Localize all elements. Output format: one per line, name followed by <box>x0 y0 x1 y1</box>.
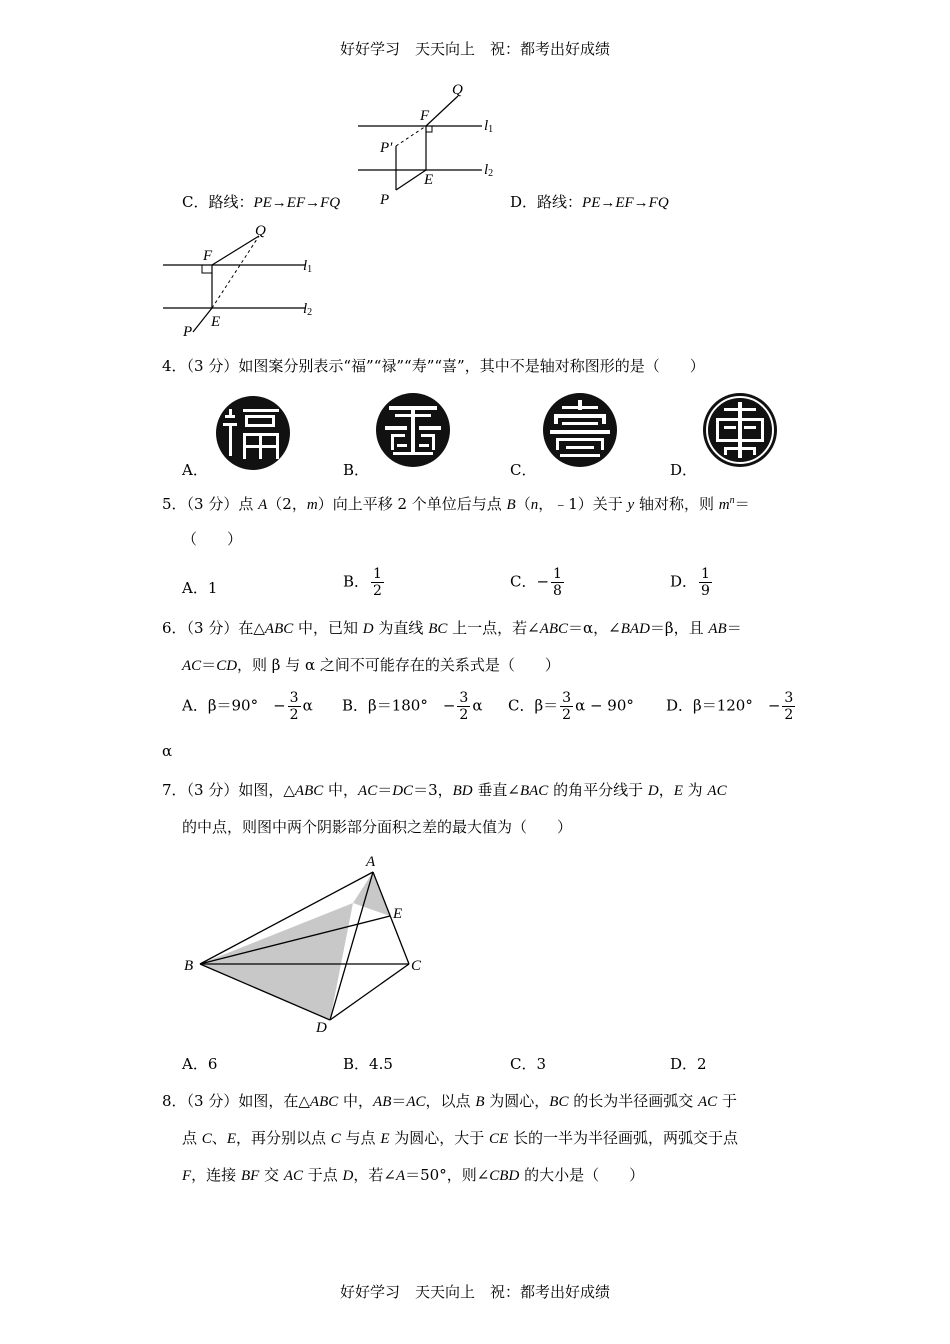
q8-stem-line2: 点 C、E，再分别以点 C 与点 E 为圆心，大于 CE 长的一半为半径画弧，两弧交于点 <box>182 1129 738 1147</box>
label-q: Q <box>452 82 463 98</box>
figure-route-c <box>350 78 510 210</box>
q4-option-d: D． <box>670 461 698 479</box>
lu-emblem-icon <box>375 392 451 468</box>
q6-option-a: A．β＝90° − $\frac{3}{2}$ α <box>182 690 313 723</box>
q6-option-d-wrap: α <box>162 742 173 760</box>
page-footer: 好好学习 天天向上 祝：都考出好成绩 <box>339 1283 610 1301</box>
figure-triangle-abc <box>180 850 430 1040</box>
q6-stem-line1: 6．（3 分）在△ABC 中，已知 D 为直线 BC 上一点，若∠ABC＝α，∠BAD＝β，且 AB＝ <box>162 619 742 637</box>
xi-emblem-icon <box>702 392 778 468</box>
q5-option-b: B． $\frac{1}{2}$ <box>343 566 382 599</box>
q8-stem-line1: 8．（3 分）如图，在△ABC 中，AB＝AC，以点 B 为圆心，BC 的长为半径画弧交 AC 于 <box>162 1092 737 1110</box>
figure-route-d <box>155 220 335 345</box>
fu-emblem-icon <box>215 395 291 471</box>
q5-stem: 5．（3 分）点 A（2，m）向上平移 2 个单位后与点 B（n，﹣1）关于 y 轴对称，则 $m^n=$ <box>162 495 750 513</box>
label-a: A <box>366 854 376 870</box>
q8-stem-line3: F，连接 BF 交 AC 于点 D，若∠A＝50°，则∠CBD 的大小是（ ） <box>182 1166 645 1184</box>
label-e: E <box>393 906 403 922</box>
q6-option-b: B．β＝180° − $\frac{3}{2}$ α <box>342 690 483 723</box>
q7-option-c: C．3 <box>510 1055 547 1073</box>
label-l1: l1 <box>484 118 494 135</box>
q7-stem-line1: 7．（3 分）如图，△ABC 中，AC＝DC＝3，BD 垂直∠BAC 的角平分线于 D，E 为 AC <box>162 781 727 799</box>
q7-stem-line2: 的中点，则图中两个阴影部分面积之差的最大值为（ ） <box>182 818 573 836</box>
q4-option-b: B． <box>343 461 370 479</box>
shou-emblem-icon <box>542 392 618 468</box>
label-l2: l2 <box>303 301 313 318</box>
q4-option-a: A． <box>182 461 208 479</box>
label-e: E <box>211 314 221 330</box>
q7-option-d: D．2 <box>670 1055 707 1073</box>
q5-stem-line2: （ ） <box>182 530 243 548</box>
q3-option-d: D．路线：PE→EF→FQ <box>510 193 669 211</box>
label-q: Q <box>255 223 266 239</box>
q5-option-a: A．1 <box>182 579 218 597</box>
label-p: P <box>380 192 390 208</box>
label-f: F <box>420 108 430 124</box>
label-f: F <box>203 248 213 264</box>
q7-option-a: A．6 <box>182 1055 218 1073</box>
q6-stem-line2: AC＝CD，则 β 与 α 之间不可能存在的关系式是（ ） <box>182 656 560 674</box>
q5-option-c: C．− $\frac{1}{8}$ <box>510 566 562 599</box>
label-l1: l1 <box>303 258 313 275</box>
q3-option-c: C．路线：PE→EF→FQ <box>182 193 341 211</box>
q4-option-c: C． <box>510 461 537 479</box>
label-b: B <box>184 958 194 974</box>
q7-option-b: B．4.5 <box>343 1055 393 1073</box>
q4-stem: 4．（3 分）如图案分别表示“福”“禄”“寿”“喜”，其中不是轴对称图形的是（ ） <box>162 357 705 375</box>
label-p: P <box>183 324 193 340</box>
label-l2: l2 <box>484 162 494 179</box>
q6-option-d: D．β＝120° − $\frac{3}{2}$ <box>666 690 794 723</box>
q5-option-d: D． $\frac{1}{9}$ <box>670 566 710 599</box>
page-header: 好好学习 天天向上 祝：都考出好成绩 <box>339 40 610 58</box>
label-p-prime: P′ <box>380 140 393 156</box>
label-c: C <box>411 958 422 974</box>
label-e: E <box>424 172 434 188</box>
q6-option-c: C．β＝ $\frac{3}{2}$ α − 90° <box>508 690 634 723</box>
label-d: D <box>316 1020 327 1036</box>
